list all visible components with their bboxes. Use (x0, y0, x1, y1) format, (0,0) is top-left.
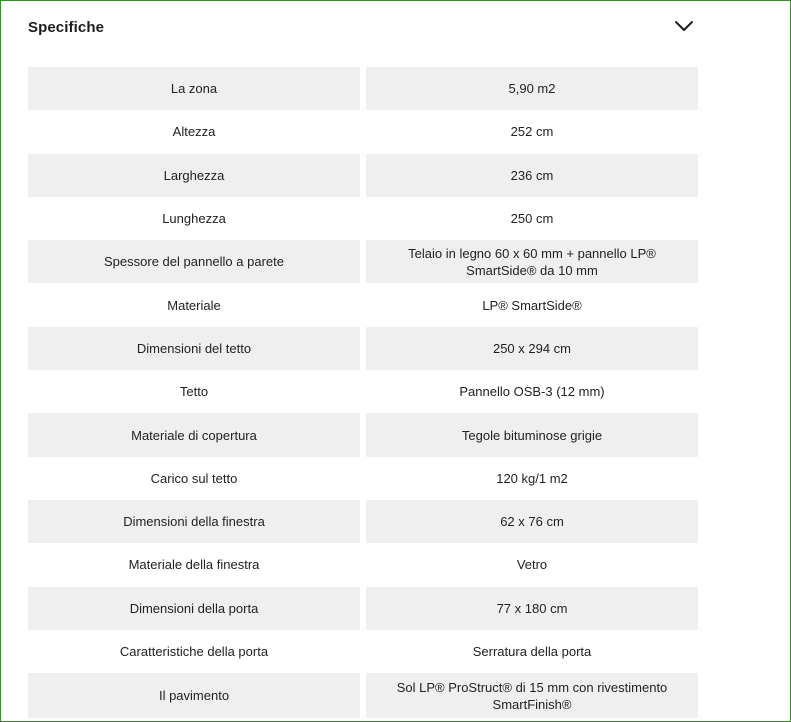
spec-label: Dimensioni del tetto (28, 327, 360, 370)
spec-label: La zona (28, 67, 360, 110)
spec-value: 62 x 76 cm (366, 500, 698, 543)
table-row (28, 67, 698, 110)
table-row (28, 457, 698, 500)
table-row (28, 240, 698, 283)
spec-label: Il pavimento (28, 673, 360, 718)
table-row (28, 327, 698, 370)
table-row (28, 500, 698, 543)
table-row (28, 543, 698, 586)
spec-label: Carico sul tetto (150, 470, 238, 486)
spec-value: 236 cm (366, 154, 698, 197)
spec-value: Pannello OSB-3 (12 mm) (459, 384, 605, 400)
spec-label: Dimensioni della finestra (28, 500, 360, 543)
table-row (28, 154, 698, 197)
spec-label: Larghezza (28, 154, 360, 197)
table-row (28, 283, 698, 326)
table-row (28, 673, 698, 718)
spec-label: Materiale (167, 297, 221, 313)
spec-value: Sol LP® ProStruct® di 15 mm con rivestimento SmartFinish® (366, 673, 698, 718)
table-row (28, 110, 698, 153)
spec-value: Serratura della porta (472, 644, 592, 659)
spec-label: Altezza (172, 124, 216, 140)
spec-label: Caratteristiche della porta (119, 644, 269, 659)
table-row (28, 370, 698, 413)
table-row (28, 413, 698, 456)
specifications-header[interactable] (28, 15, 698, 43)
spec-label: Materiale di copertura (28, 413, 360, 456)
chevron-down-icon (673, 17, 695, 37)
spec-value: Vetro (516, 557, 548, 573)
table-row (28, 587, 698, 630)
spec-label: Spessore del pannello a parete (28, 240, 360, 283)
spec-value: 77 x 180 cm (366, 587, 698, 630)
spec-label: Tetto (179, 384, 209, 400)
spec-value: 250 x 294 cm (366, 327, 698, 370)
spec-value: LP® SmartSide® (482, 297, 582, 313)
spec-value: Tegole bituminose grigie (366, 413, 698, 456)
spec-label: Dimensioni della porta (28, 587, 360, 630)
table-row (28, 197, 698, 240)
collapse-toggle-button[interactable] (673, 17, 695, 37)
spec-value: 250 cm (510, 211, 554, 227)
spec-value: 252 cm (510, 124, 554, 140)
section-title: Specifiche (28, 19, 105, 36)
spec-value: Telaio in legno 60 x 60 mm + pannello LP® SmartSide® da 10 mm (366, 240, 698, 283)
table-row (28, 630, 698, 673)
spec-value: 5,90 m2 (366, 67, 698, 110)
spec-value: 120 kg/1 m2 (496, 470, 568, 486)
spec-label: Lunghezza (162, 211, 226, 227)
specifications-table (28, 67, 698, 718)
spec-label: Materiale della finestra (128, 557, 260, 573)
